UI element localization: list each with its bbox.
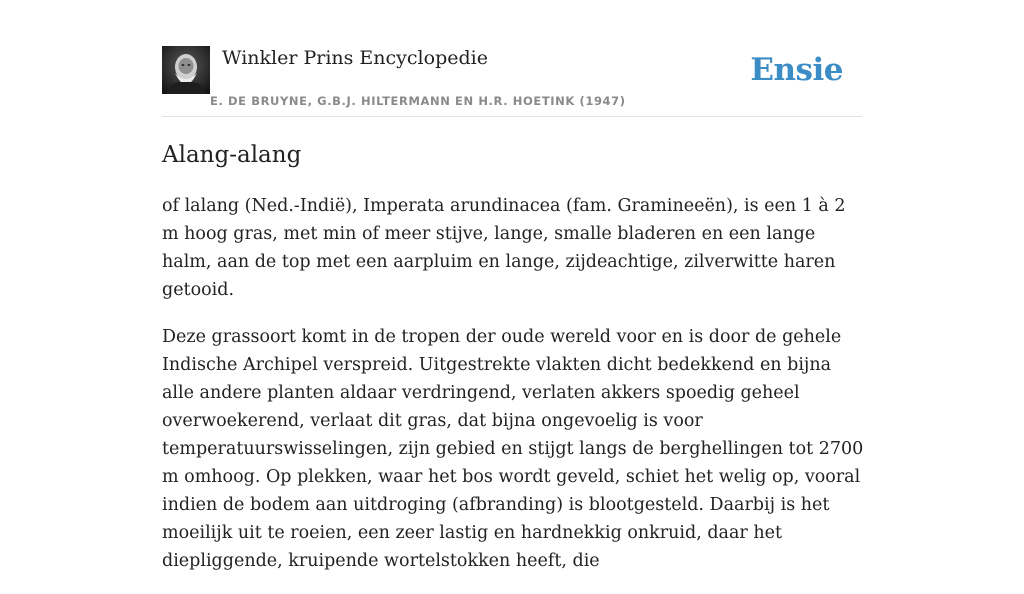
paragraph: Deze grassoort komt in de tropen der oude wereld voor en is door de gehele Indische Archipel verspreid. Uitgestrekte vlakten dicht bedekkend en bijna alle andere planten aldaar verdringend, verlaten akkers spoedig geheel overwoekerend, verlaat dit gras, dat bijna ongevoelig is voor temperatuurswisselingen, zijn gebied en stijgt langs de berghellingen tot 2700 m omhoog. Op plekken, waar het bos wordt geveld, schiet het welig op, vooral indien de bodem aan uitdroging (afbranding) is blootgesteld. Daarbij is het moeilijk uit te roeien, een zeer lastig en hardnekkig onkruid, daar het diepliggende, kruipende wortelstokken heeft, die [162, 327, 864, 571]
ensie-logo[interactable]: Ensie [750, 52, 843, 88]
source-authors: E. DE BRUYNE, G.B.J. HILTERMANN EN H.R. HOETINK (1947) [210, 94, 626, 108]
article-body [162, 192, 867, 594]
article-title: Alang-alang [162, 142, 302, 168]
paragraph: of lalang (Ned.-Indië), Imperata arundinacea (fam. Gramineeën), is een 1 à 2 m hoog gras, met min of meer stijve, lange, smalle bladeren en een lange halm, aan de top met een aarpluim en lange, zijdeachtige, zilverwitte haren getooid. [162, 196, 846, 300]
author-portrait-image [162, 46, 210, 94]
source-header [162, 46, 862, 117]
source-title[interactable]: Winkler Prins Encyclopedie [222, 47, 488, 69]
author-avatar[interactable] [162, 46, 210, 94]
